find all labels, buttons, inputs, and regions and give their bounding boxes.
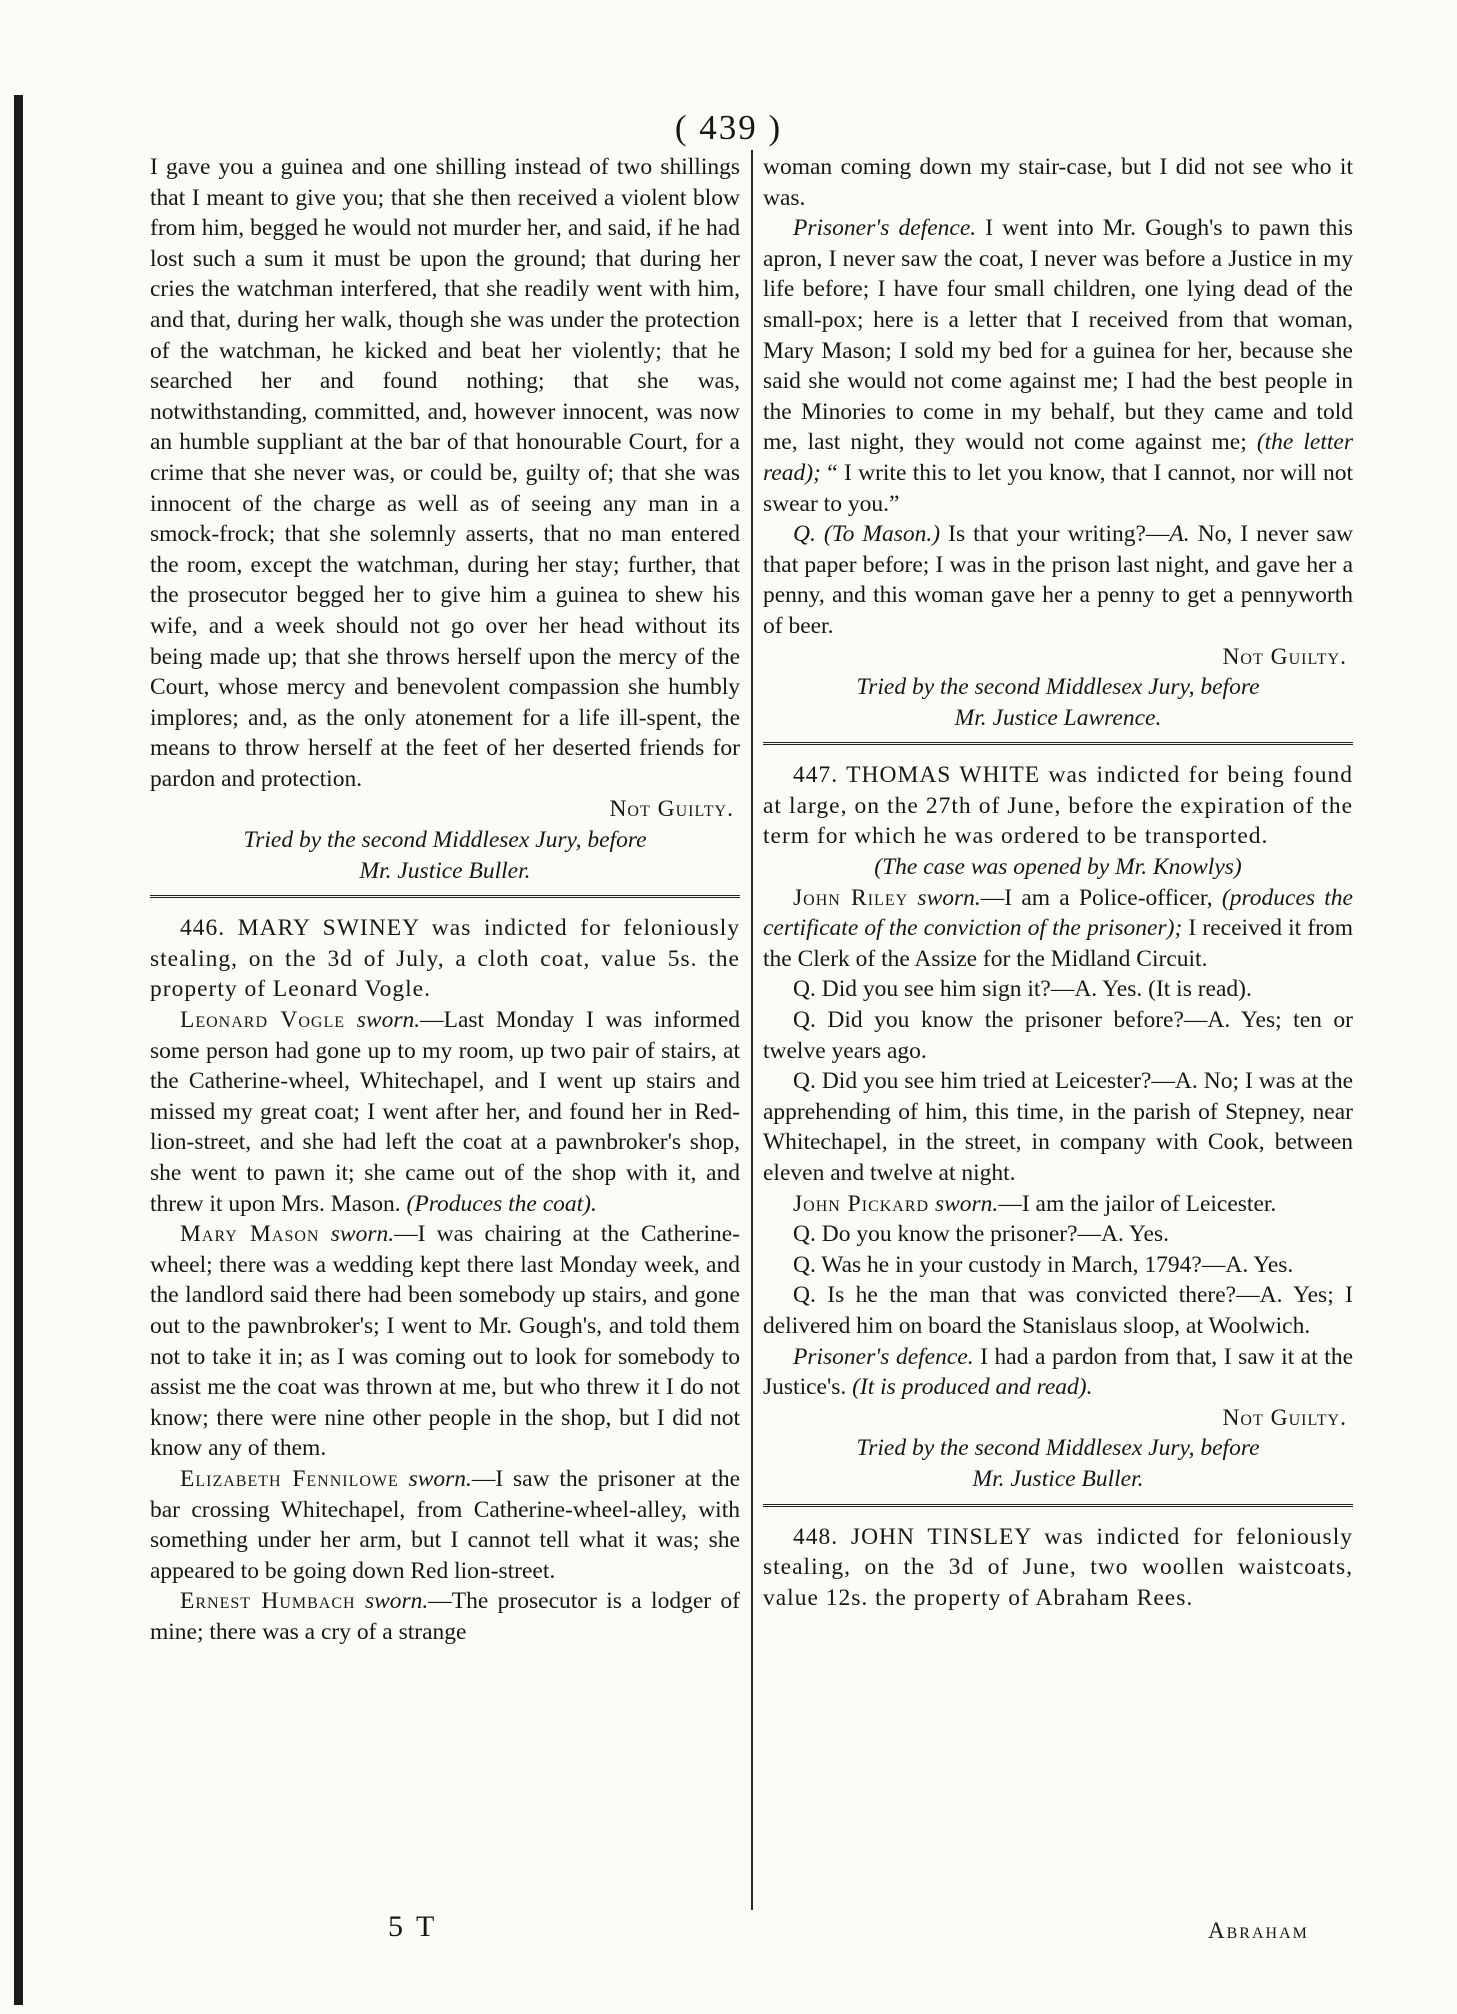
testimony-text: —The prosecutor is a lodger of mine; there was a cry of a strange [150,1588,741,1645]
testimony-humbach [150,1586,740,1647]
witness-name: Mary Mason [180,1221,320,1248]
verdict: Not Guilty. [1222,643,1347,670]
case-446-heading: 446. MARY SWINEY was indicted for feloniously stealing, on the 3d of July, a cloth coat, value 5s. the property of Leonard Vogle. [150,915,740,1003]
verdict: Not Guilty. [609,796,734,823]
question-answer: Q. Did you know the prisoner before?—A. Yes; ten or twelve years ago. [763,1007,1353,1064]
defence-label: Prisoner's defence. [793,1343,974,1370]
page-number: ( 439 ) [674,108,783,147]
witness-name: John Riley [793,884,909,911]
tried-by-line: Tried by the second Middlesex Jury, before [856,674,1260,701]
stage-note: (the letter read); [763,429,1353,486]
testimony-text: I received it from the Clerk of the Assize for the Midland Circuit. [763,915,1353,972]
column-divider [751,150,753,1910]
tried-by-line: Tried by the second Middlesex Jury, before [243,827,647,854]
closing-statement-paragraph: I gave you a guinea and one shilling instead of two shillings that I meant to give you; that she then received a violent blow from him, begged he would not murder her, and said, if he had lost such a sum it must be upon the ground; that during her cries the watchman interfered, that she readily went with him, and that, during her walk, though she was under the protection of the watchman, he kicked and beat her violently; that he searched her and found nothing; that she was, notwithstanding, committed, and, however innocent, was now an humble suppliant at the bar of that honourable Court, for a crime that she never was, or could be, guilty of; that she was innocent of the charge as well as of seeing any man in a smock-frock; that she solemnly asserts, that no man entered the room, except the watchman, during her stay; further, that the prosecutor begged her to give him a guinea to shew his wife, and a week should not go over her head without its being made up; that she throws herself upon the mercy of the Court, whose mercy and benevolent compassion she humbly implores; and, as the only atonement for a life ill-spent, the means to throw herself at the feet of her deserted friends for pardon and protection. [150,154,740,792]
sworn-label: sworn. [934,1190,999,1217]
witness-name: Elizabeth Fennilowe [180,1465,399,1492]
witness-name: Leonard Vogle [180,1007,345,1034]
question-label: Q. (To Mason.) [793,521,941,548]
question-answer: Q. Was he in your custody in March, 1794?—A. Yes. [793,1251,1294,1278]
testimony-text: —I am the jailor of Leicester. [998,1190,1277,1217]
question-to-mason [763,519,1353,641]
tried-by-judge: Mr. Justice Lawrence. [954,704,1162,731]
stage-note: (Produces the coat). [406,1190,597,1217]
question-answer: Q. Did you see him sign it?—A. Yes. (It is read). [793,976,1252,1003]
testimony-riley [763,883,1353,975]
witness-name: John Pickard [793,1190,930,1217]
case-447-heading: 447. THOMAS WHITE was indicted for being found at large, on the 27th of June, before the expiration of the term for which he was ordered to be transported. [763,762,1353,850]
stage-note: (produces the certificate of the conviction of the prisoner); [763,884,1353,942]
tried-by-judge: Mr. Justice Buller. [972,1465,1144,1492]
prisoner-defence [763,1342,1353,1403]
question-answer: Q. Did you see him tried at Leicester?—A. No; I was at the apprehending of him, this time, in the parish of Stepney, near Whitechapel, in the street, in company with Cook, between eleven and twelve at night. [763,1068,1353,1186]
case-separator-rule [150,895,740,898]
case-opened-note: (The case was opened by Mr. Knowlys) [874,854,1242,881]
sworn-label: sworn. [408,1465,472,1492]
continued-testimony: woman coming down my stair-case, but I did not see who it was. [763,154,1353,211]
sworn-label: sworn. [364,1588,429,1615]
case-448-heading: 448. JOHN TINSLEY was indicted for feloniously stealing, on the 3d of June, two woollen waistcoats, value 12s. the property of Abraham Rees. [763,1523,1353,1611]
testimony-fennilowe [150,1464,740,1586]
defence-label: Prisoner's defence. [793,215,977,242]
testimony-pickard [763,1189,1353,1220]
catchword: Abraham [1208,1918,1309,1943]
verdict: Not Guilty. [1222,1404,1347,1431]
question-answer: Q. Do you know the prisoner?—A. Yes. [793,1221,1169,1248]
witness-name: Ernest Humbach [180,1588,356,1615]
testimony-vogle [150,1005,740,1219]
prisoner-defence [763,213,1353,519]
testimony-mason [150,1219,740,1464]
testimony-text: —I was chairing at the Catherine-wheel; there was a wedding kept there last Monday week, and the landlord said there had been somebody up stairs, and gone out to the pawnbroker's; I went to Mr. Gough's, and told them not to take it in; as I was coming out to look for somebody to assist me the coat was thrown at me, but who threw it I do not know; there were nine other people in the shop, but I did not know any of them. [150,1221,740,1462]
stage-note: (It is produced and read). [852,1374,1093,1401]
sworn-label: sworn. [330,1221,395,1248]
letter-quote: “ I write this to let you know, that I cannot, nor will not swear to you.” [763,459,1353,517]
testimony-text: —I am a Police-officer, [980,884,1213,911]
tried-by-judge: Mr. Justice Buller. [359,857,531,884]
page-spine-shadow [14,95,23,2005]
case-separator-rule [763,742,1353,745]
sworn-label: sworn. [917,884,981,911]
case-separator-rule [763,1504,1353,1507]
tried-by-line: Tried by the second Middlesex Jury, before [856,1435,1260,1462]
question-text: Is that your writing?— [940,521,1170,548]
sworn-label: sworn. [356,1007,421,1034]
left-column [150,152,740,1648]
answer-text: No, I never saw that paper before; I was in the prison last night, and gave her a penny, and this woman gave her a penny to get a pennyworth of beer. [763,521,1353,639]
defence-text: I went into Mr. Gough's to pawn this apron, I never saw the coat, I never was before a Justice in my life before; I have four small children, one lying dead of the small-pox; here is a letter that I received from that woman, Mary Mason; I sold my bed for a guinea for her, because she said she would not come against me; I had the best people in the Minories to come in my behalf, but they came and told me, last night, they would not come against me; [763,215,1353,456]
testimony-text: —I saw the prisoner at the bar crossing Whitechapel, from Catherine-wheel-alley, with something under her arm, but I cannot tell what it was; she appeared to be going down Red lion-street. [150,1465,740,1584]
signature-mark: 5 T [388,1910,438,1943]
defence-text: I had a pardon from that, I saw it at the Justice's. [763,1343,1354,1401]
right-column [763,152,1353,1613]
question-answer: Q. Is he the man that was convicted there?—A. Yes; I delivered him on board the Stanislaus sloop, at Woolwich. [763,1282,1353,1339]
testimony-text: —Last Monday I was informed some person had gone up to my room, up two pair of stairs, at the Catherine-wheel, Whitechapel, and I went up stairs and missed my great coat; I went after her, and found her in Red-lion-street, and she had left the coat at a pawnbroker's shop, she went to pawn it; she came out of the shop with it, and threw it upon Mrs. Mason. [150,1007,740,1217]
answer-label: A. [1169,521,1190,548]
